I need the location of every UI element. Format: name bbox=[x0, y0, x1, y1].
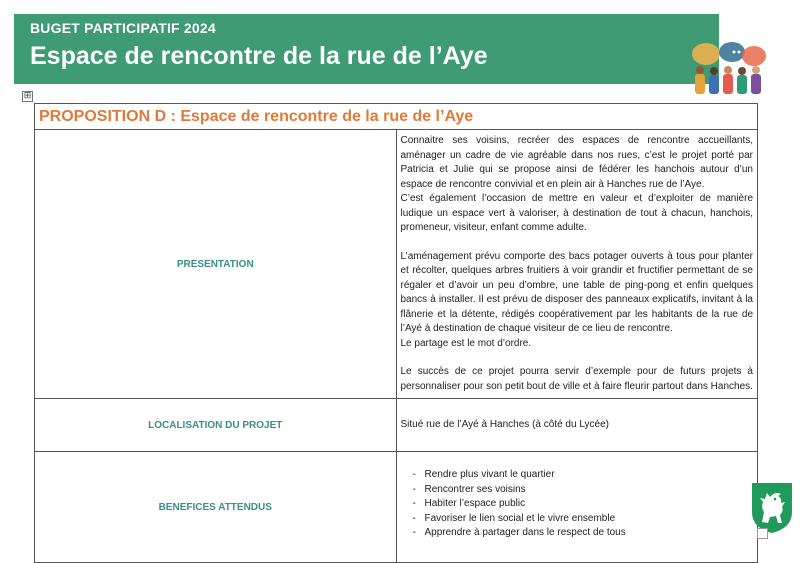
presentation-paragraph: C’est également l’occasion de mettre en valeur et d’exploiter de manière ludique un espace vert à valoriser, à destination de tout à chacun, hanchois, promeneur, visiteur, enfant comme adulte. bbox=[401, 192, 754, 236]
list-item: - Habiter l’espace public bbox=[413, 497, 754, 512]
table-row bbox=[35, 130, 758, 399]
page-title: Espace de rencontre de la rue de l’Aye bbox=[30, 42, 488, 71]
benefices-label: BENEFICES ATTENDUS bbox=[35, 452, 397, 563]
header-kicker: BUGET PARTICIPATIF 2024 bbox=[30, 20, 216, 36]
localisation-content bbox=[396, 399, 758, 452]
header-banner bbox=[14, 14, 719, 84]
list-item: - Rendre plus vivant le quartier bbox=[413, 468, 754, 483]
presentation-paragraph: L’aménagement prévu comporte des bacs potager ouverts à tous pour planter et récolter, quelques arbres fruitiers à voir grandir et fructifier permettant de se régaler et d’avoir un peu d’ombre, une table de ping-pong et enfin quelques bancs à installer. Il est prévu de disposer des panneaux explicatifs, invitant à la flânerie et la détente, rédigés coopérativement par les habitants de la rue de l’Ayé à destination de chaque visiteur de ce lieu de rencontre. bbox=[401, 250, 754, 337]
presentation-paragraph: Le partage est le mot d’ordre. bbox=[401, 337, 754, 352]
table-move-handle[interactable]: ⊞ bbox=[22, 91, 33, 102]
list-item: - Rencontrer ses voisins bbox=[413, 483, 754, 498]
localisation-label: LOCALISATION DU PROJET bbox=[35, 399, 397, 452]
benefits-list bbox=[401, 456, 754, 541]
presentation-paragraph: Le succès de ce projet pourra servir d’exemple pour de futurs projets à personnaliser pour son petit bout de ville et à faire fleurir partout dans Hanches. bbox=[401, 365, 754, 394]
list-item: - Apprendre à partager dans le respect de tous bbox=[413, 526, 754, 541]
benefices-content bbox=[396, 452, 758, 563]
community-people-icon bbox=[688, 40, 768, 96]
presentation-label: PRESENTATION bbox=[35, 130, 397, 399]
table-row bbox=[35, 452, 758, 563]
table-row bbox=[35, 399, 758, 452]
list-item: - Favoriser le lien social et le vivre ensemble bbox=[413, 512, 754, 527]
proposal-table bbox=[34, 103, 758, 563]
presentation-content bbox=[396, 130, 758, 399]
griffin-crest-icon bbox=[751, 482, 793, 534]
localisation-text: Situé rue de l’Ayé à Hanches (à côté du Lycée) bbox=[401, 418, 754, 433]
presentation-paragraph: Connaitre ses voisins, recréer des espaces de rencontre accueillants, aménager un cadre de vie agréable dans nos rues, c’est le projet porté par Patricia et Julie qui se propose ainsi de fédérer les hanchois autour d’un espace de rencontre convivial et en plein air à Hanches rue de l’Aye. bbox=[401, 134, 754, 192]
proposal-heading: PROPOSITION D : Espace de rencontre de la rue de l’Aye bbox=[35, 104, 758, 130]
table-resize-handle[interactable] bbox=[757, 528, 768, 539]
